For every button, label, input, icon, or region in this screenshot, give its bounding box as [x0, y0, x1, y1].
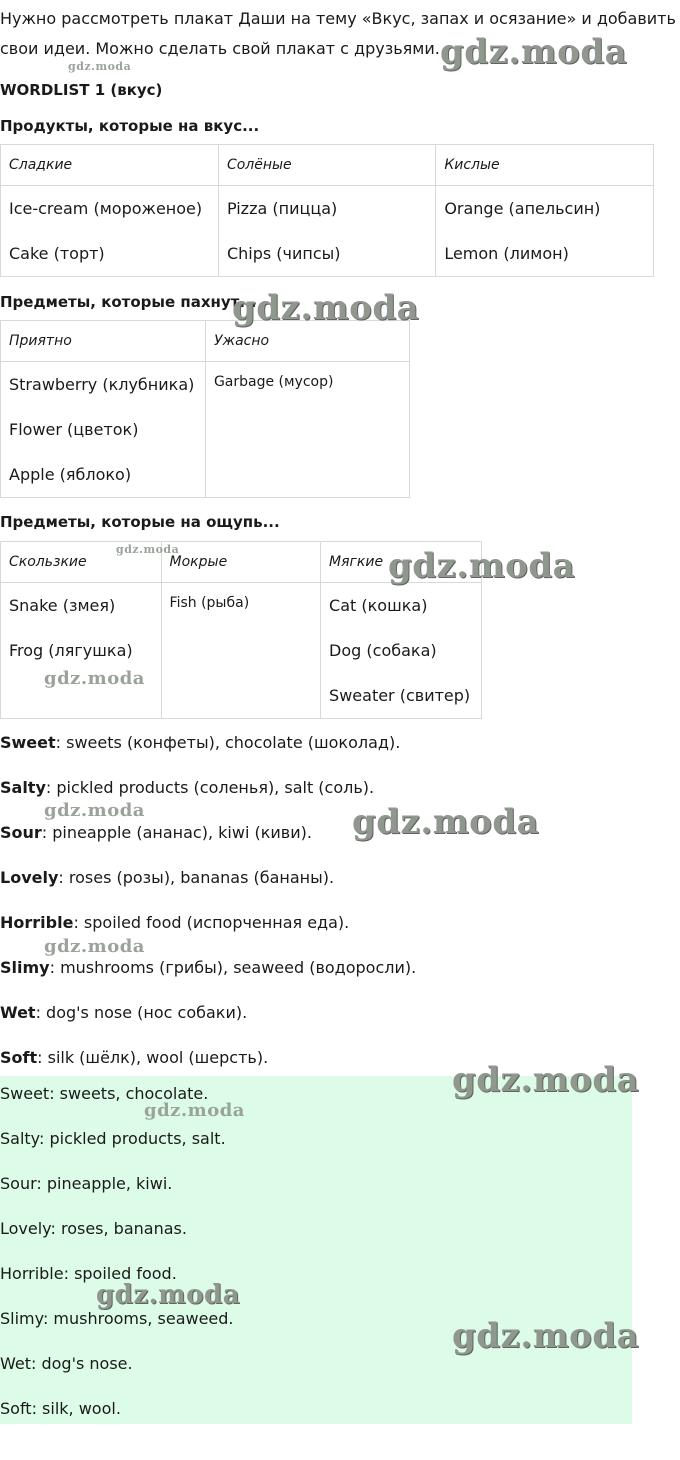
definition-text: : spoiled food (испорченная еда). [73, 913, 350, 932]
definition-text: : sweets (конфеты), chocolate (шоколад). [55, 733, 401, 752]
list-item: Cake (торт) [9, 244, 105, 263]
definitions-list [0, 728, 416, 1088]
col-sweet-cell [1, 186, 219, 277]
answer-line: Horrible: spoiled food. [0, 1264, 177, 1283]
watermark-logo: gdz.moda [452, 1060, 640, 1100]
col-sour-header: Кислые [436, 145, 654, 186]
list-item: Cat (кошка) [329, 596, 428, 615]
watermark-logo: gdz.moda [352, 802, 540, 842]
watermark-logo: gdz.moda [96, 1280, 241, 1310]
touch-heading: Предметы, которые на ощупь... [0, 513, 280, 531]
col-wet-cell [161, 583, 321, 719]
smell-heading: Предметы, которые пахнут... [0, 293, 257, 311]
col-awful-header: Ужасно [205, 321, 409, 362]
answer-box [0, 1076, 632, 1424]
watermark-logo: gdz.moda [68, 60, 132, 73]
list-item: Flower (цветок) [9, 420, 139, 439]
col-slippery-cell [1, 583, 162, 719]
col-salty-cell [218, 186, 435, 277]
watermark-logo: gdz.moda [232, 288, 420, 328]
col-salty-header: Солёные [218, 145, 435, 186]
definition-line [0, 728, 416, 773]
definition-term: Slimy [0, 958, 50, 977]
answer-line: Lovely: roses, bananas. [0, 1219, 187, 1238]
watermark-logo: gdz.moda [144, 1100, 245, 1121]
list-item: Sweater (свитер) [329, 686, 471, 705]
col-sweet-header: Сладкие [1, 145, 219, 186]
col-soft-header: Мягкие [321, 542, 482, 583]
list-item: Dog (собака) [329, 641, 437, 660]
definition-term: Sweet [0, 733, 56, 752]
answer-line: Wet: dog's nose. [0, 1354, 133, 1373]
definition-term: Wet [0, 1003, 36, 1022]
col-soft-cell [321, 583, 482, 719]
list-item: Garbage (мусор) [213, 374, 334, 390]
definition-text: : roses (розы), bananas (бананы). [58, 868, 335, 887]
list-item: Ice-cream (мороженое) [9, 199, 203, 218]
answer-line: Salty: pickled products, salt. [0, 1129, 226, 1148]
list-item: Strawberry (клубника) [9, 375, 195, 394]
definition-line [0, 953, 416, 998]
watermark-logo: gdz.moda [116, 543, 180, 556]
col-awful-cell [205, 362, 409, 498]
col-wet-header: Мокрые [161, 542, 321, 583]
watermark-logo: gdz.moda [452, 1316, 640, 1356]
definition-term: Sour [0, 823, 42, 842]
definition-term: Salty [0, 778, 46, 797]
definition-text: : pineapple (ананас), kiwi (киви). [41, 823, 312, 842]
definition-text: : dog's nose (нос собаки). [35, 1003, 248, 1022]
wordlist-title: WORDLIST 1 (вкус) [0, 81, 163, 99]
definition-text: : silk (шёлк), wool (шерсть). [37, 1048, 269, 1067]
definition-term: Horrible [0, 913, 74, 932]
watermark-logo: gdz.moda [44, 936, 145, 957]
definition-term: Lovely [0, 868, 59, 887]
col-sour-cell [436, 186, 654, 277]
col-pleasant-header: Приятно [1, 321, 206, 362]
taste-table [0, 144, 654, 277]
answer-line: Sour: pineapple, kiwi. [0, 1174, 173, 1193]
list-item: Apple (яблоко) [9, 465, 132, 484]
definition-text: : mushrooms (грибы), seaweed (водоросли). [49, 958, 417, 977]
definition-line [0, 863, 416, 908]
watermark-logo: gdz.moda [44, 668, 145, 689]
intro-text: Нужно рассмотреть плакат Даши на тему «Вкус, запах и осязание» и добавить свои идеи. Можно сделать свой плакат с друзьями. [0, 9, 676, 58]
definition-term: Soft [0, 1048, 38, 1067]
col-slippery-header: Скользкие [1, 542, 162, 583]
list-item: Lemon (лимон) [444, 244, 569, 263]
list-item: Pizza (пицца) [226, 199, 338, 218]
col-pleasant-cell [1, 362, 206, 498]
list-item: Orange (апельсин) [444, 199, 601, 218]
definition-text: : pickled products (соленья), salt (соль). [45, 778, 375, 797]
answer-line: Sweet: sweets, chocolate. [0, 1084, 209, 1103]
list-item: Frog (лягушка) [9, 641, 133, 660]
definition-line [0, 998, 416, 1043]
list-item: Chips (чипсы) [226, 244, 341, 263]
watermark-logo: gdz.moda [44, 800, 145, 821]
answer-line: Slimy: mushrooms, seaweed. [0, 1309, 234, 1328]
watermark-logo: gdz.moda [388, 546, 576, 586]
list-item: Fish (рыба) [169, 595, 250, 611]
smell-table [0, 320, 410, 498]
taste-heading: Продукты, которые на вкус... [0, 117, 260, 135]
list-item: Snake (змея) [9, 596, 116, 615]
answer-line: Soft: silk, wool. [0, 1399, 121, 1418]
watermark-logo: gdz.moda [440, 32, 628, 72]
